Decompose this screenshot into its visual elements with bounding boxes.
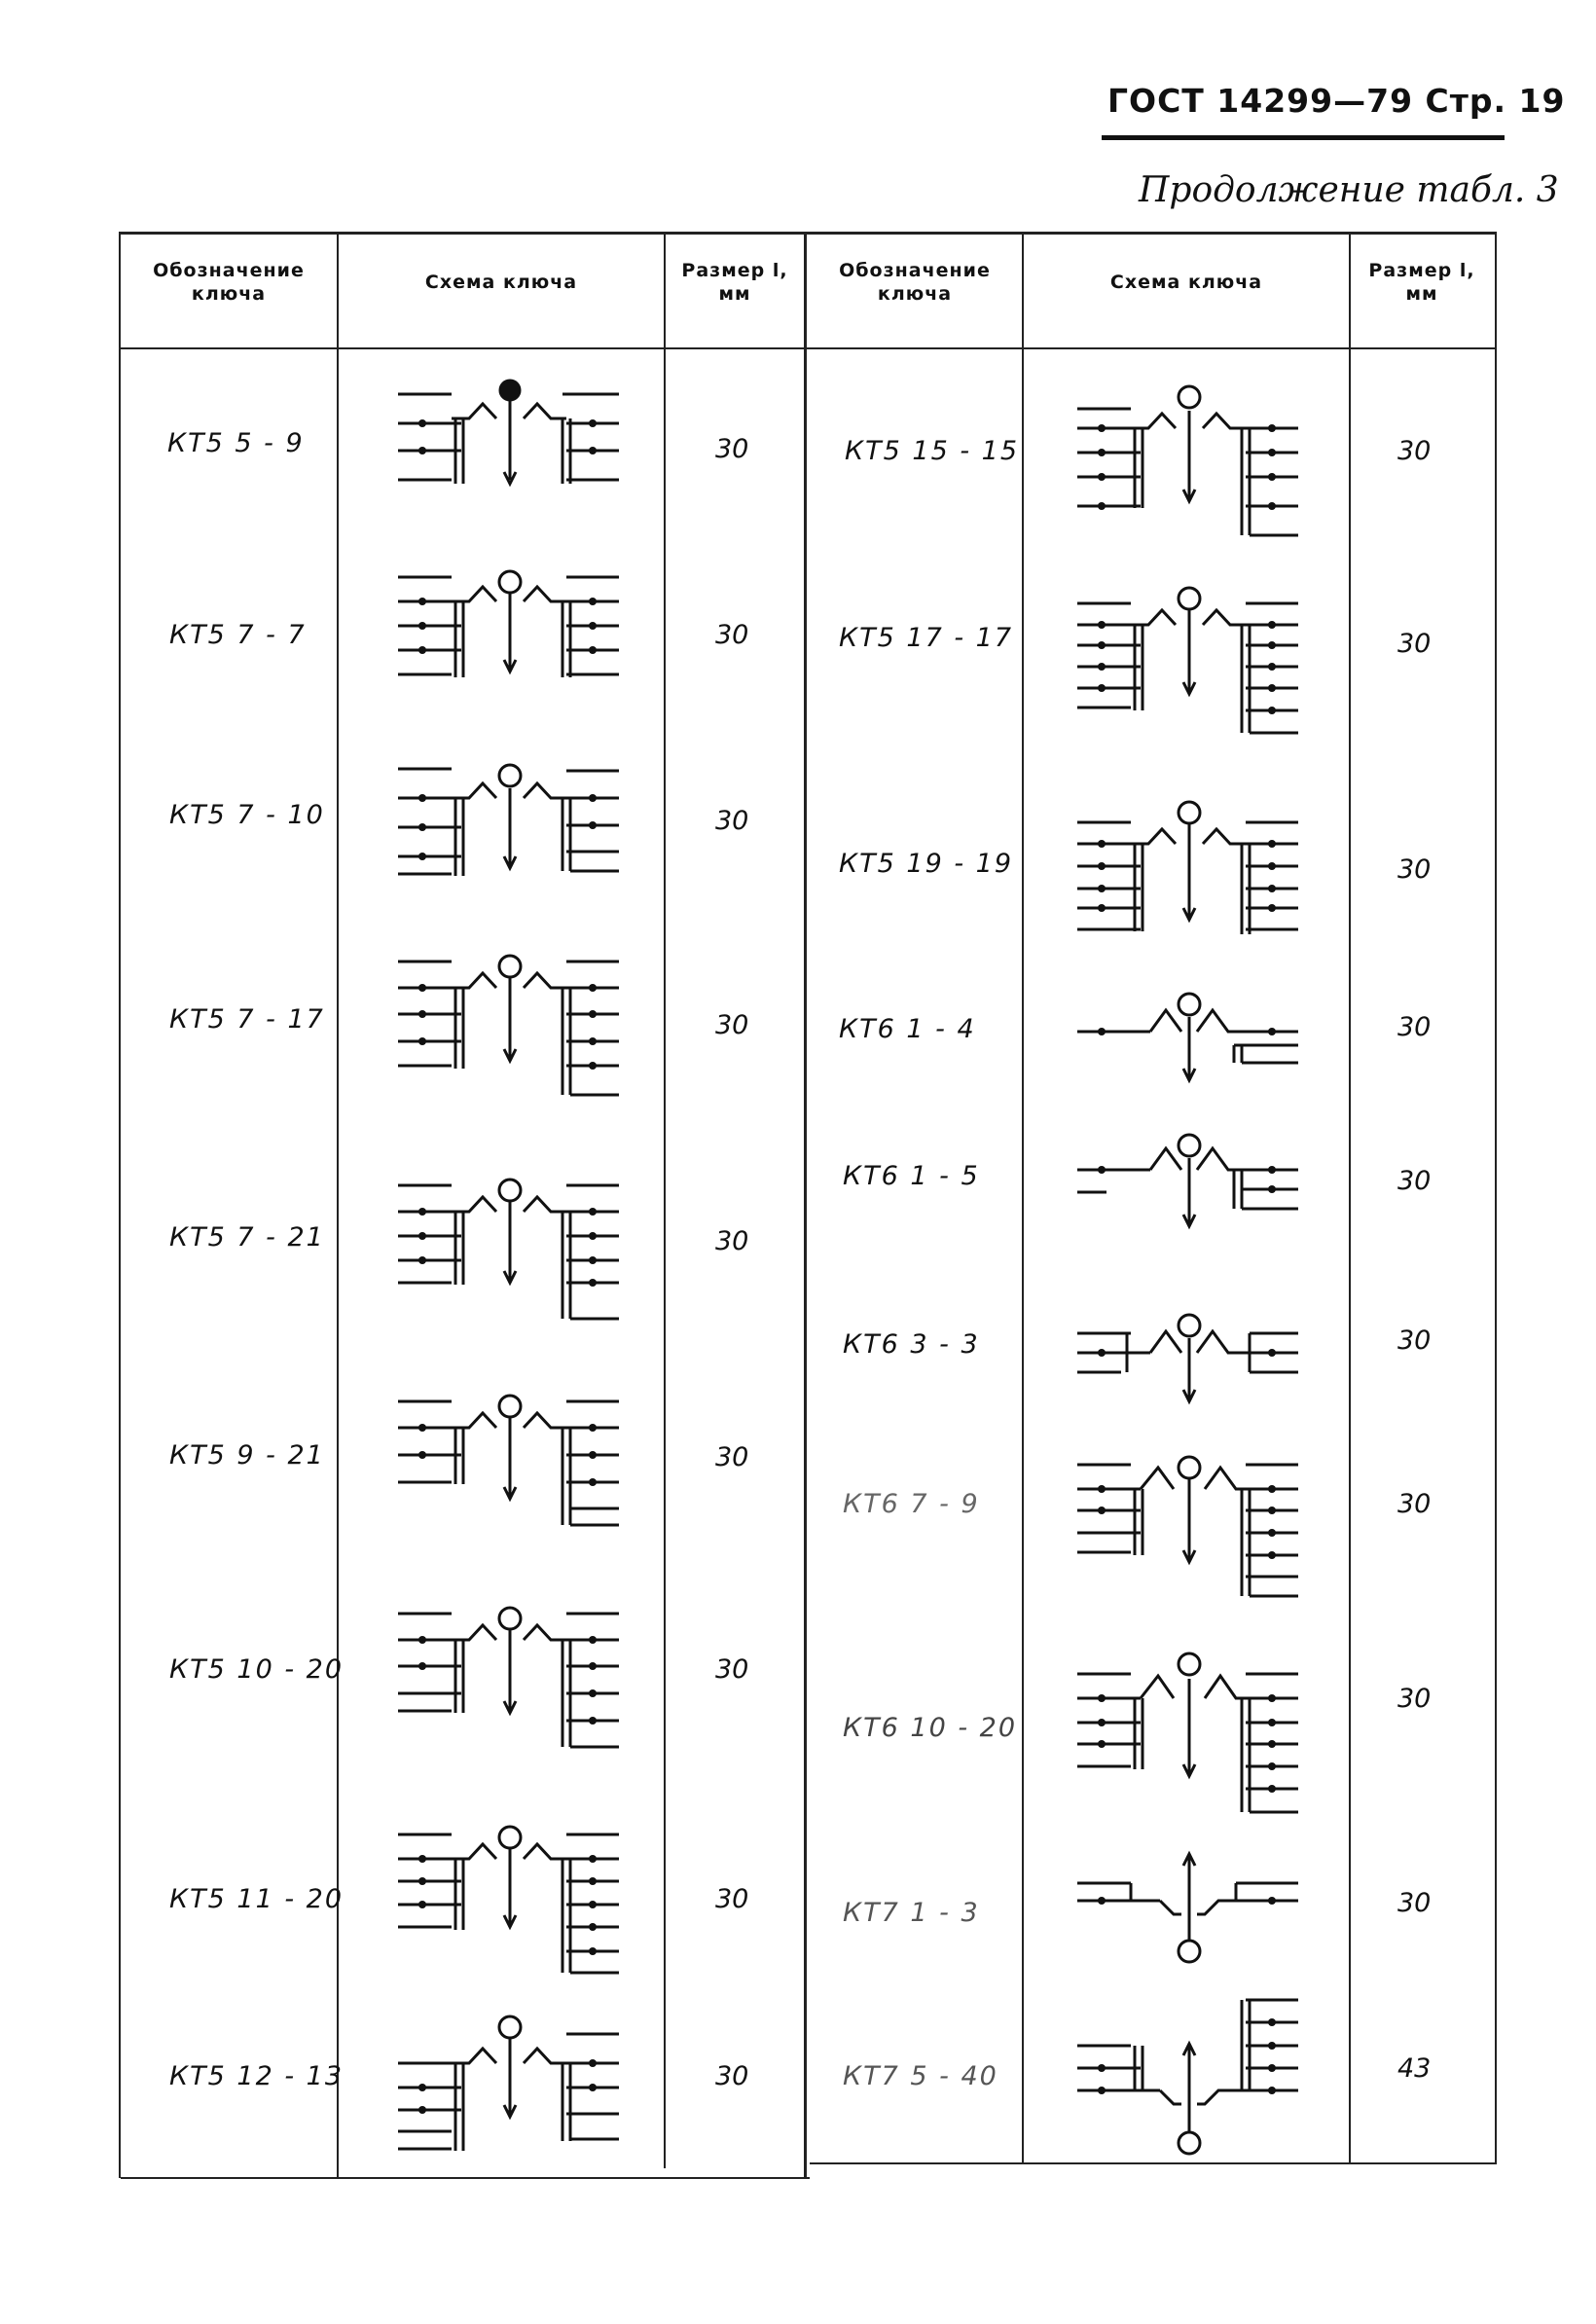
- key-size: 30: [1397, 1888, 1432, 1918]
- key-size: 30: [715, 434, 749, 464]
- key-size: 43: [1397, 2053, 1432, 2084]
- key-designation: КТ6 10 - 20: [843, 1713, 1018, 1743]
- key-designation: КТ6 3 - 3: [843, 1329, 980, 1360]
- key-designation: КТ5 17 - 17: [839, 623, 1014, 653]
- col-divider: [1349, 232, 1351, 2163]
- col-header-designation: Обозначение ключа: [839, 260, 991, 305]
- key-scheme-icon: [1072, 370, 1306, 545]
- header-bottom-border: [119, 347, 1497, 349]
- key-scheme-icon: [393, 1805, 627, 1980]
- key-scheme-icon: [1072, 973, 1306, 1090]
- key-designation: КТ5 5 - 9: [167, 428, 305, 458]
- key-size: 30: [715, 1884, 749, 1914]
- key-size: 30: [1397, 1489, 1432, 1519]
- key-scheme-icon: [393, 375, 627, 501]
- col-divider: [1022, 232, 1024, 2163]
- key-designation: КТ5 7 - 17: [169, 1004, 325, 1035]
- key-size: 30: [715, 1010, 749, 1040]
- key-size: 30: [715, 806, 749, 836]
- key-scheme-icon: [393, 1586, 627, 1752]
- key-designation: КТ5 19 - 19: [839, 849, 1014, 879]
- key-size: 30: [715, 2061, 749, 2091]
- key-scheme-icon: [393, 1377, 627, 1533]
- key-scheme-icon: [1072, 1635, 1306, 1820]
- key-size: 30: [1397, 854, 1432, 885]
- key-scheme-icon: [393, 1995, 627, 2161]
- key-size: 30: [715, 1442, 749, 1472]
- key-designation: КТ5 15 - 15: [845, 436, 1020, 466]
- key-scheme-icon: [1072, 1985, 1306, 2161]
- key-scheme-icon: [393, 1158, 627, 1324]
- key-scheme-icon: [393, 934, 627, 1100]
- key-designation: КТ6 1 - 4: [839, 1014, 976, 1044]
- key-designation: КТ6 1 - 5: [843, 1161, 980, 1191]
- key-designation: КТ7 1 - 3: [843, 1898, 980, 1928]
- key-scheme-icon: [393, 749, 627, 886]
- key-designation: КТ5 7 - 7: [169, 620, 307, 650]
- key-size: 30: [1397, 1012, 1432, 1042]
- key-size: 30: [1397, 1325, 1432, 1356]
- col-header-designation: Обозначение ключа: [153, 260, 305, 305]
- col-header-size: Размер l, мм: [681, 260, 788, 305]
- col-divider: [119, 232, 121, 2178]
- col-divider: [664, 232, 666, 2168]
- key-designation: КТ5 10 - 20: [169, 1654, 345, 1685]
- key-scheme-icon: [1072, 783, 1306, 954]
- key-designation: КТ5 9 - 21: [169, 1440, 325, 1471]
- key-designation: КТ5 12 - 13: [169, 2061, 345, 2091]
- table-continuation: Продолжение табл. 3: [1139, 170, 1559, 210]
- key-size: 30: [1397, 1166, 1432, 1196]
- col-divider: [1495, 232, 1497, 2163]
- key-scheme-icon: [1072, 1440, 1306, 1606]
- document-header: ГОСТ 14299—79 Стр. 19: [1107, 82, 1566, 120]
- table-bottom-border-right: [810, 2162, 1497, 2164]
- key-scheme-icon: [1072, 1844, 1306, 1971]
- key-scheme-icon: [393, 563, 627, 689]
- key-scheme-icon: [1072, 1294, 1306, 1411]
- key-size: 30: [715, 620, 749, 650]
- key-designation: КТ6 7 - 9: [843, 1489, 980, 1519]
- key-scheme-icon: [1072, 1119, 1306, 1236]
- key-size: 30: [715, 1654, 749, 1685]
- key-size: 30: [1397, 629, 1432, 659]
- col-header-scheme: Схема ключа: [424, 272, 578, 293]
- table-bottom-border: [121, 2177, 810, 2179]
- key-designation: КТ5 7 - 10: [169, 800, 325, 830]
- col-header-size: Размер l, мм: [1368, 260, 1475, 305]
- col-header-scheme: Схема ключа: [1109, 272, 1263, 293]
- table-top-border: [119, 232, 1497, 235]
- key-designation: КТ5 11 - 20: [169, 1884, 345, 1914]
- key-size: 30: [1397, 436, 1432, 466]
- key-designation: КТ7 5 - 40: [843, 2061, 998, 2091]
- key-scheme-icon: [1072, 569, 1306, 744]
- key-size: 30: [1397, 1684, 1432, 1714]
- col-divider: [804, 232, 807, 2178]
- key-size: 30: [715, 1226, 749, 1256]
- key-designation: КТ5 7 - 21: [169, 1222, 325, 1253]
